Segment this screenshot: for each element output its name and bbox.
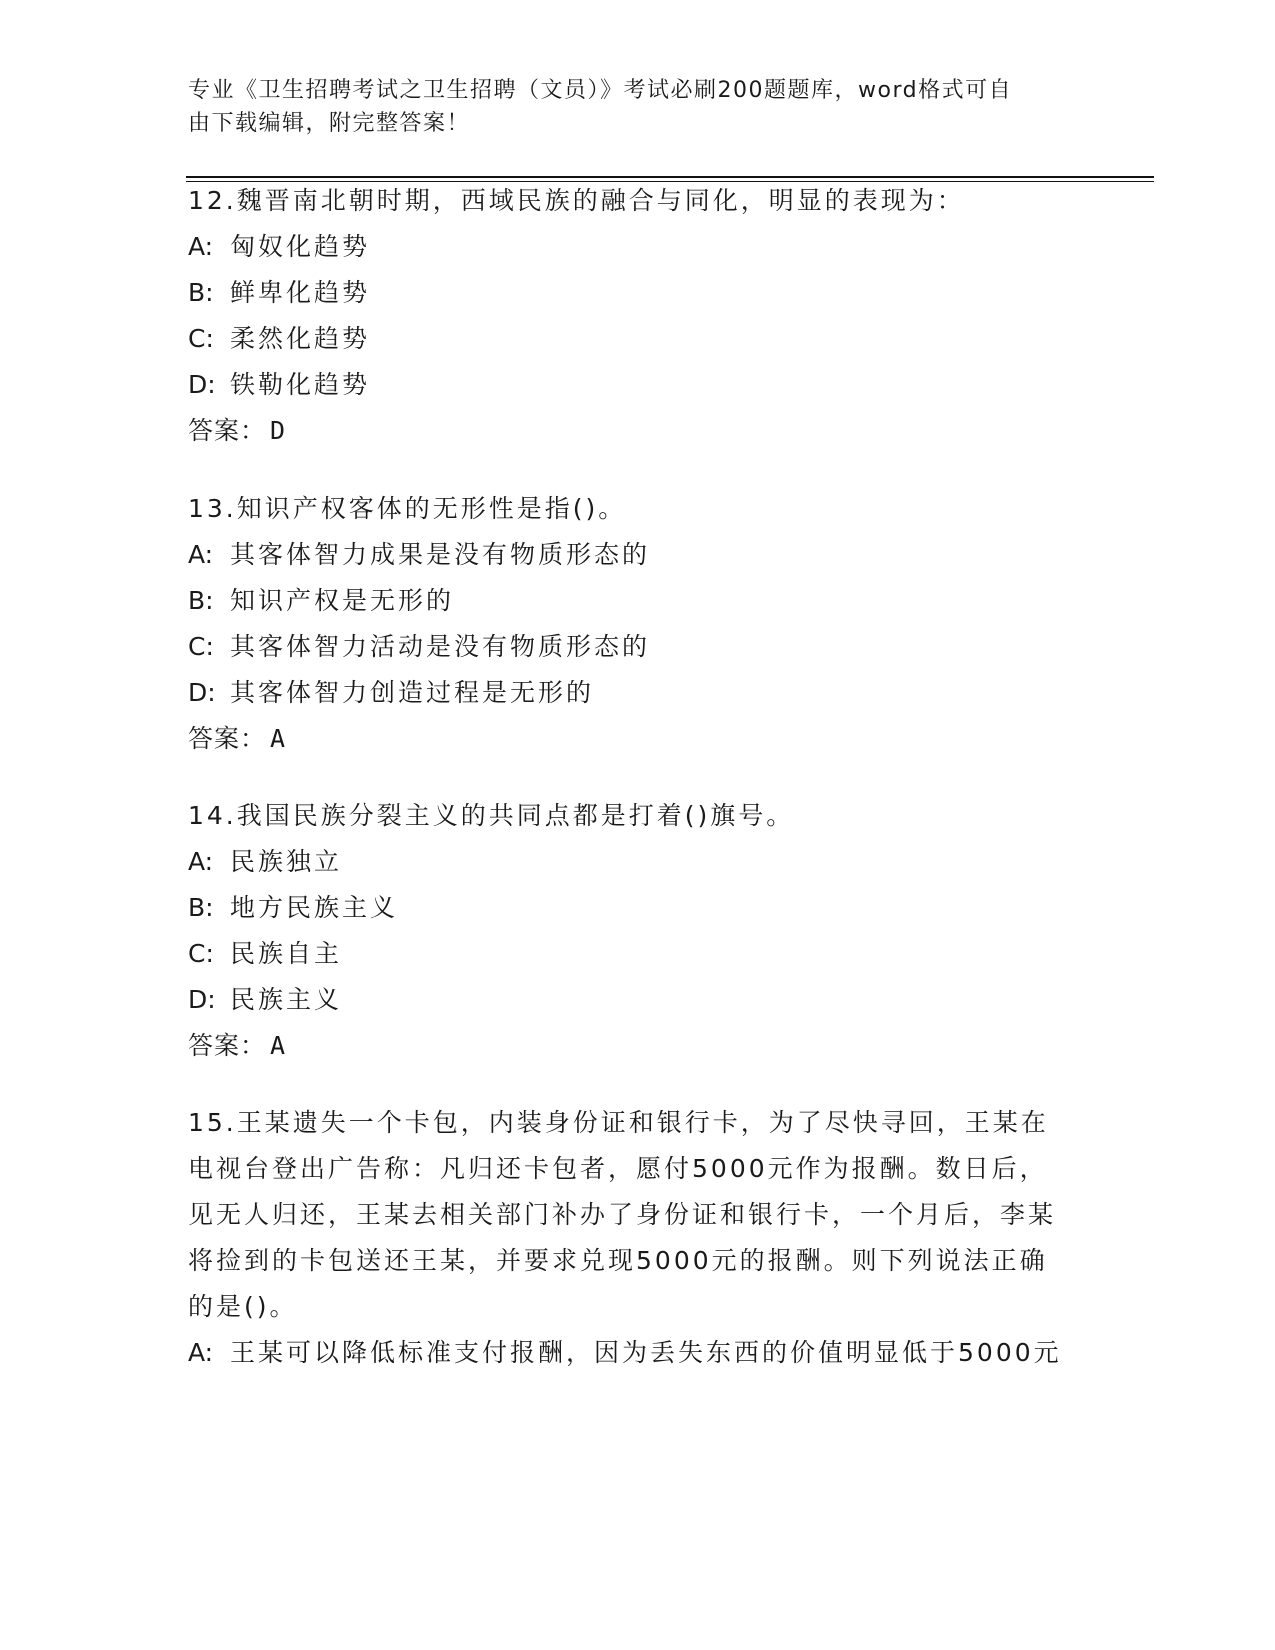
option-c [188,316,1088,362]
answer-value: D [270,416,287,445]
option-a [188,532,1088,578]
option-key: D: [188,985,216,1014]
option-text: 其客体智力活动是没有物质形态的 [230,632,651,661]
option-text: 知识产权是无形的 [230,586,455,615]
option-d [188,362,1088,408]
option-b [188,885,1088,931]
answer-line [188,716,1088,762]
option-text: 其客体智力创造过程是无形的 [230,678,595,707]
option-key: A: [188,847,214,876]
option-b [188,578,1088,624]
option-key: C: [188,632,214,661]
answer-value: A [270,1031,287,1060]
document-header [188,74,1068,140]
answer-label: 答案： [188,1031,267,1060]
option-text: 民族独立 [230,847,343,876]
option-key: B: [188,586,214,615]
option-key: B: [188,893,214,922]
answer-label: 答案： [188,724,267,753]
option-text: 柔然化趋势 [230,324,371,353]
option-b [188,270,1088,316]
option-key: A: [188,232,214,261]
question-stem: 15.王某遗失一个卡包，内装身份证和银行卡，为了尽快寻回，王某在电视台登出广告称：凡归还卡包者，愿付5000元作为报酬。数日后，见无人归还，王某去相关部门补办了身份证和银行卡，一个月后，李某将捡到的卡包送还王某，并要求兑现5000元的报酬。则下列说法正确的是()。 [188,1108,1057,1321]
option-text: 王某可以降低标准支付报酬，因为丢失东西的价值明显低于5000元 [230,1338,1062,1367]
option-a [188,224,1088,270]
answer-value: A [270,724,287,753]
option-d [188,670,1088,716]
option-key: A: [188,540,214,569]
question-stem: 12.魏晋南北朝时期，西域民族的融合与同化，明显的表现为： [188,186,965,215]
option-c [188,624,1088,670]
option-d [188,977,1088,1023]
option-text: 民族主义 [230,985,343,1014]
answer-line [188,408,1088,454]
question-13 [188,486,1088,762]
option-key: D: [188,370,216,399]
question-stem: 14.我国民族分裂主义的共同点都是打着()旗号。 [188,801,795,830]
option-text: 铁勒化趋势 [230,370,371,399]
option-text: 地方民族主义 [230,893,399,922]
option-text: 匈奴化趋势 [230,232,371,261]
option-key: A: [188,1338,214,1367]
question-14 [188,793,1088,1069]
option-a [188,839,1088,885]
question-15 [188,1100,1068,1376]
option-key: C: [188,939,214,968]
option-key: D: [188,678,216,707]
question-12 [188,178,1088,454]
header-line-1: 专业《卫生招聘考试之卫生招聘（文员）》考试必刷200题题库，word格式可自 [188,78,1013,103]
answer-line [188,1023,1088,1069]
option-text: 鲜卑化趋势 [230,278,371,307]
option-text: 其客体智力成果是没有物质形态的 [230,540,651,569]
option-key: B: [188,278,214,307]
answer-label: 答案： [188,416,267,445]
option-key: C: [188,324,214,353]
option-text: 民族自主 [230,939,343,968]
option-c [188,931,1088,977]
header-line-2: 由下载编辑，附完整答案！ [188,111,471,136]
option-a [188,1330,1068,1376]
question-stem: 13.知识产权客体的无形性是指()。 [188,494,627,523]
